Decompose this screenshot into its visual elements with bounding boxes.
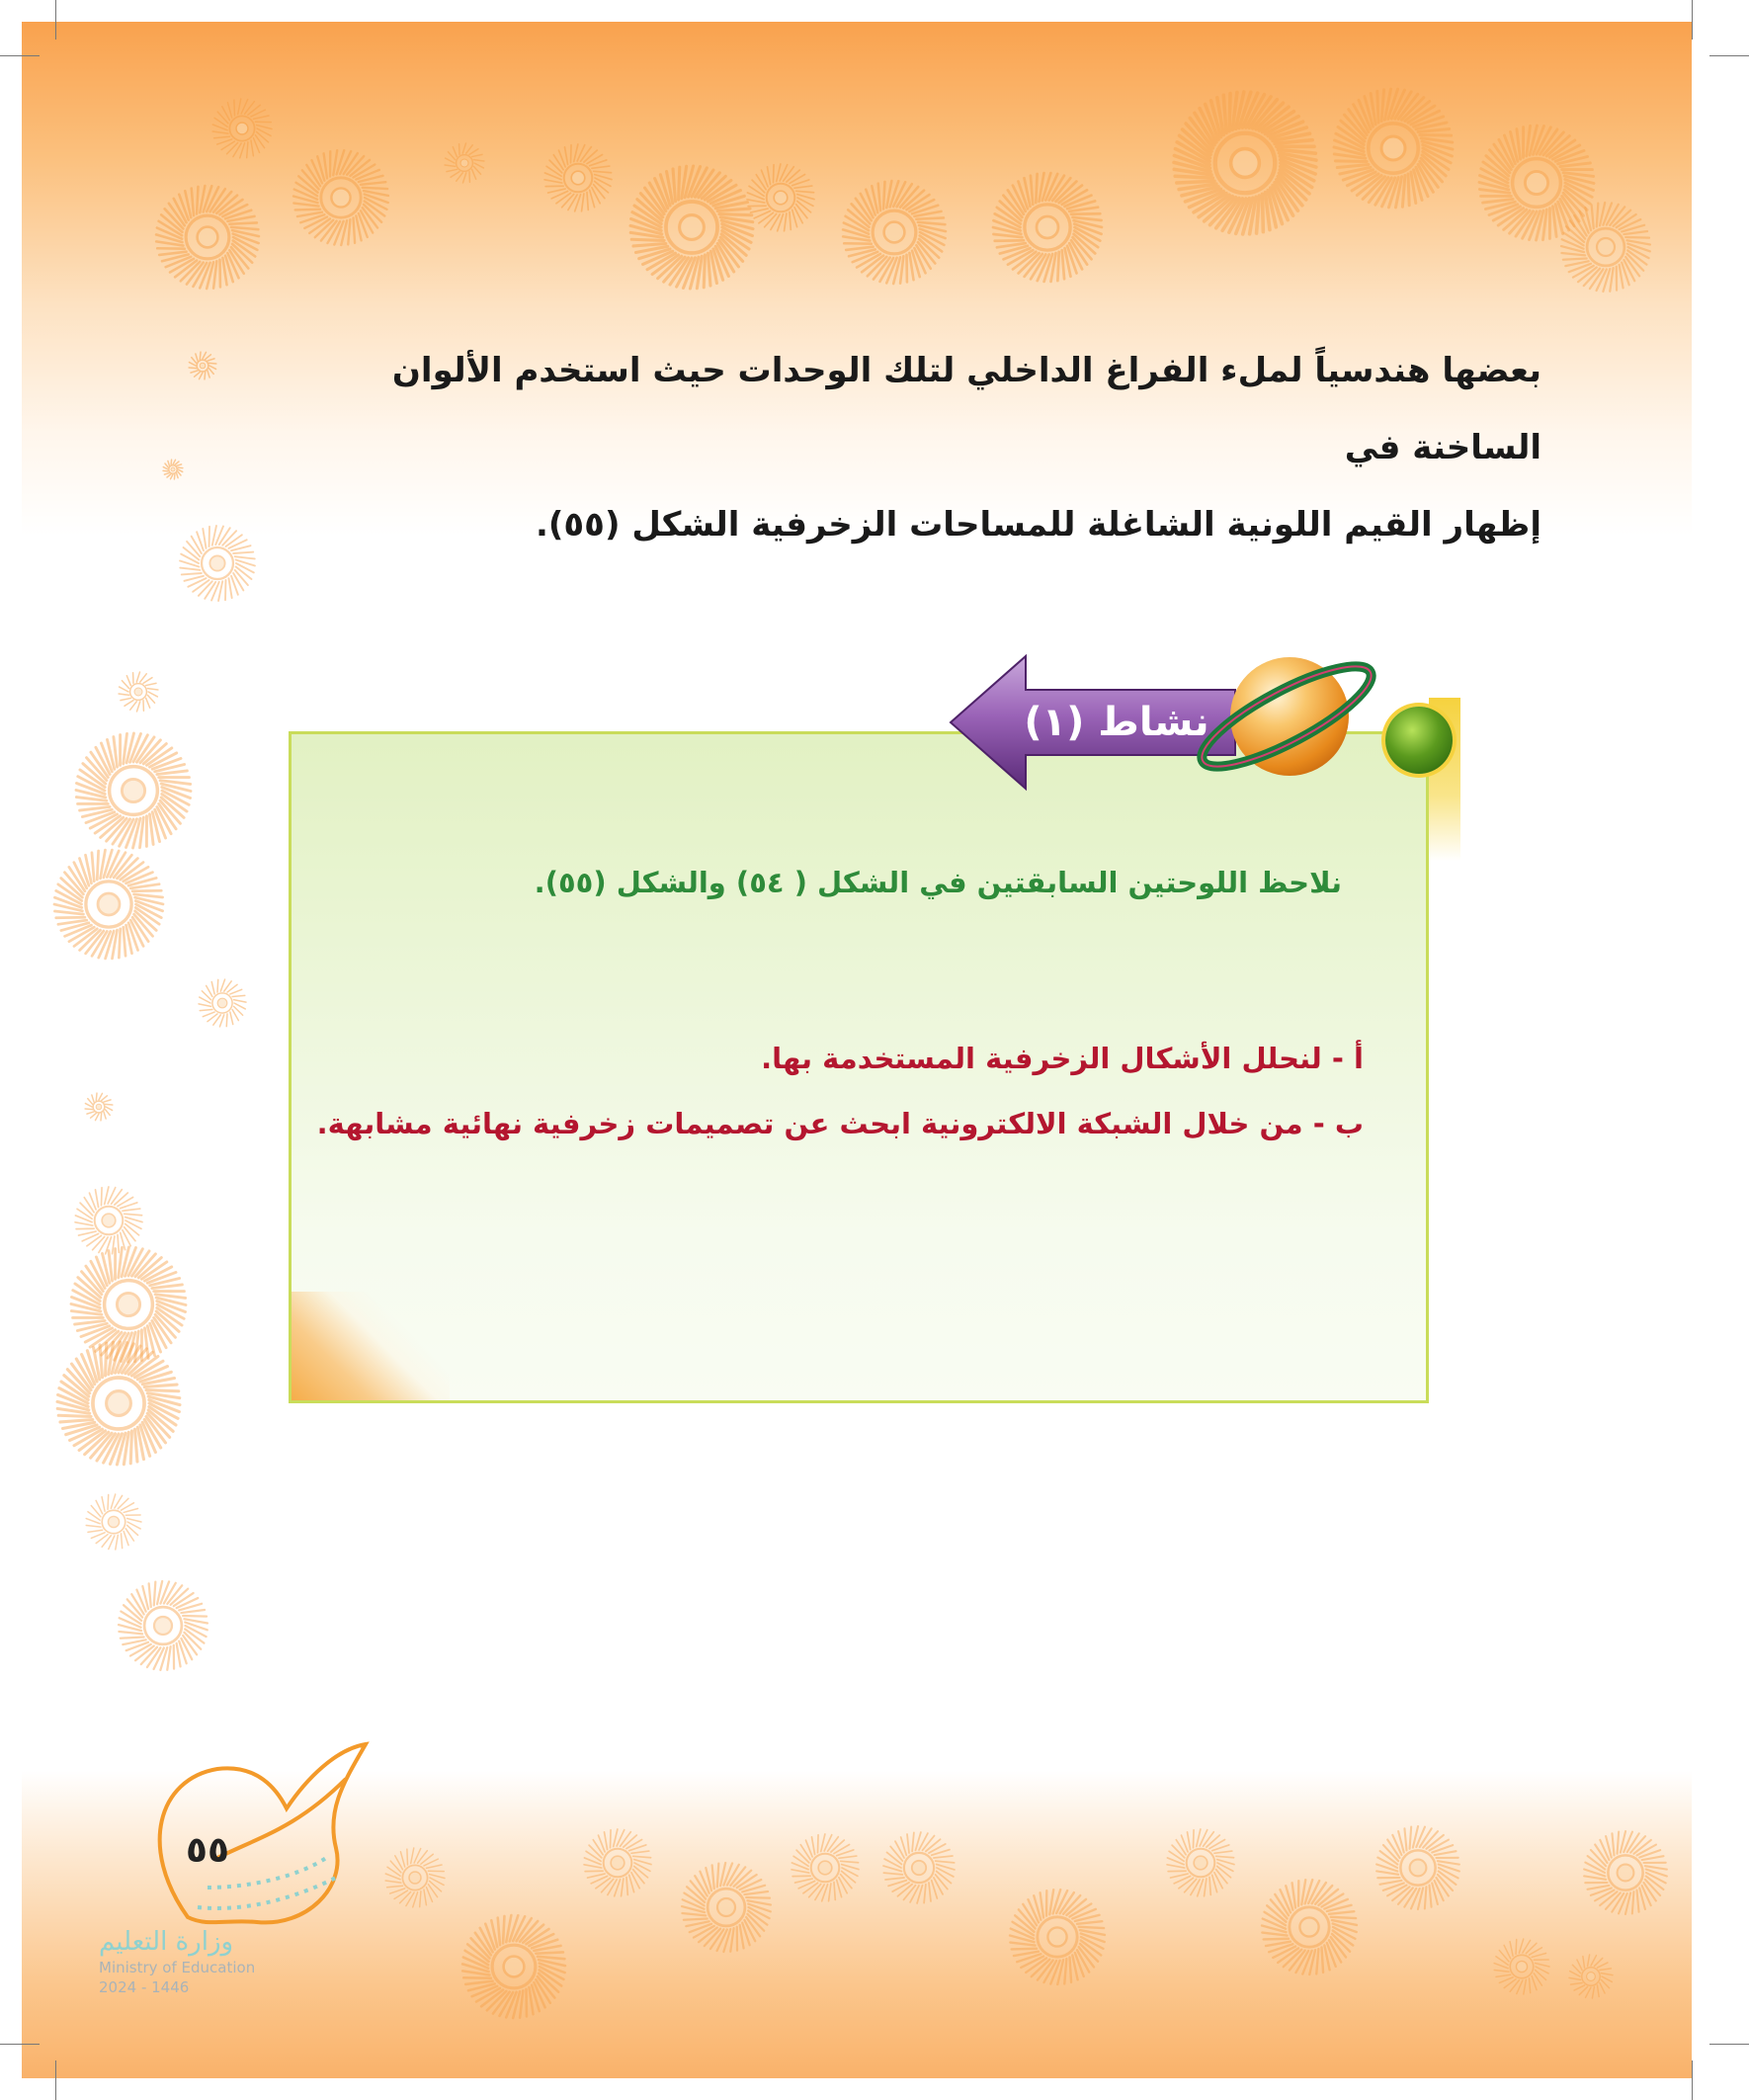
activity-item-b bbox=[316, 1107, 1364, 1140]
item-b-text: من خلال الشبكة الالكترونية ابحث عن تصميمات زخرفية نهائية مشابهة. bbox=[316, 1107, 1303, 1140]
ministry-name-arabic: وزارة التعليم bbox=[99, 1927, 234, 1957]
activity-badge-label: نشاط (١) bbox=[1024, 700, 1209, 745]
box-corner-decoration bbox=[292, 1292, 450, 1400]
body-paragraph bbox=[267, 332, 1541, 563]
body-line-2: إظهار القيم اللونية الشاغلة للمساحات الزخرفية الشكل (٥٥). bbox=[535, 505, 1541, 545]
ministry-name-english: Ministry of Education bbox=[99, 1959, 256, 1976]
green-ball-icon bbox=[1385, 707, 1453, 774]
crop-mark bbox=[0, 55, 40, 56]
crop-mark bbox=[0, 2044, 40, 2045]
crop-mark bbox=[1709, 55, 1749, 56]
page-number: ٥٥ bbox=[186, 1830, 229, 1871]
crop-mark bbox=[1692, 0, 1693, 40]
activity-item-a bbox=[435, 1042, 1364, 1075]
activity-intro: نلاحظ اللوحتين السابقتين في الشكل ( ٥٤) والشكل (٥٥). bbox=[534, 866, 1342, 899]
edition-year: 2024 - 1446 bbox=[99, 1978, 190, 1996]
item-a-text: لنحلل الأشكال الزخرفية المستخدمة بها. bbox=[761, 1042, 1322, 1075]
body-line-1: بعضها هندسياً لملء الفراغ الداخلي لتلك الوحدات حيث استخدم الألوان الساخنة في bbox=[391, 351, 1541, 467]
planet-ring-icon bbox=[1196, 632, 1383, 800]
crop-mark bbox=[55, 0, 56, 40]
item-b-marker: ب - bbox=[1312, 1107, 1364, 1140]
crop-mark bbox=[1709, 2044, 1749, 2045]
crop-mark bbox=[1692, 2060, 1693, 2100]
crop-mark bbox=[55, 2060, 56, 2100]
item-a-marker: أ - bbox=[1331, 1042, 1364, 1075]
